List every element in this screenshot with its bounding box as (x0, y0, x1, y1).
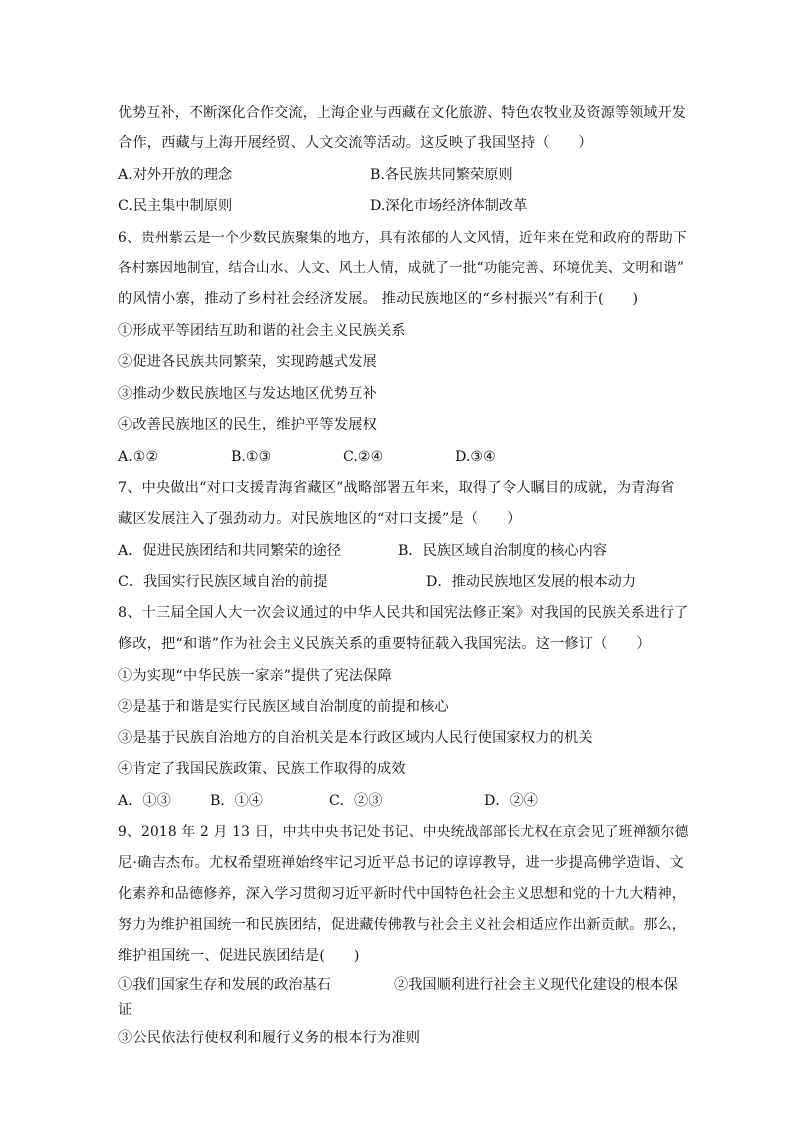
q6-stem-line-3: 的风情小寨，推动了乡村社会经济发展。 推动民族地区的“乡村振兴”有利于( ) (118, 291, 639, 307)
q8-stem-line-2: 修改，把“和谐”作为社会主义民族关系的重要特征载入我国宪法。这一修订（ ） (118, 636, 651, 652)
q6-item-1: ①形成平等团结互助和谐的社会主义民族关系 (118, 323, 406, 339)
q9-stem-line-4: 努力为维护祖国统一和民族团结，促进藏传佛教与社会主义社会相适应作出新贡献。那么， (118, 917, 686, 933)
q7-option-a: A．促进民族团结和共同繁荣的途径 (118, 543, 342, 559)
q6-stem-line-1: 6、贵州紫云是一个少数民族聚集的地方，具有浓郁的人文风情，近年来在党和政府的帮助下 (118, 230, 687, 246)
q8-stem-line-1: 8、十三届全国人大一次会议通过的中华人民共和国宪法修正案》对我国的民族关系进行了 (118, 605, 689, 621)
q9-stem-line-5: 维护祖国统一、促进民族团结是( ) (118, 948, 360, 964)
q9-stem-line-2: 尼·确吉杰布。尤权希望班禅始终牢记习近平总书记的谆谆教导，进一步提高佛学造诣、文 (118, 855, 684, 871)
q7-stem-line-2: 藏区发展注入了强劲动力。对民族地区的“对口支援”是（ ） (118, 511, 522, 527)
q9-stem-line-1: 9、2018 年 2 月 13 日，中共中央书记处书记、中央统战部部长尤权在京会见了班禅额尔德 (118, 824, 689, 840)
q6-option-b: B.①③ (231, 449, 272, 465)
q8-item-2: ②是基于和谐是实行民族区域自治制度的前提和核心 (118, 699, 449, 715)
q7-stem-line-1: 7、中央做出“对口支援青海省藏区”战略部署五年来，取得了令人瞩目的成就，为青海省 (118, 480, 675, 496)
q6-item-3: ③推动少数民族地区与发达地区优势互补 (118, 386, 377, 402)
q6-option-a: A.①② (118, 449, 159, 465)
q5-option-d: D.深化市场经济体制改革 (370, 198, 528, 214)
q9-item-1: ①我们国家生存和发展的政治基石 (118, 977, 331, 993)
q7-option-d: D．推动民族地区发展的根本动力 (426, 574, 637, 590)
q8-option-b: B．①④ (210, 793, 263, 809)
q5-option-b: B.各民族共同繁荣原则 (370, 167, 513, 183)
q8-option-d: D．②④ (484, 793, 538, 809)
q9-item-2-continuation: 证 (118, 1002, 133, 1018)
q5-option-a: A.对外开放的理念 (118, 167, 233, 183)
q6-option-d: D.③④ (455, 449, 496, 465)
q9-item-3: ③公民依法行使权利和履行义务的根本行为准则 (118, 1030, 421, 1046)
q8-option-c: C．②③ (329, 793, 383, 809)
q5-text-line-1: 优势互补，不断深化合作交流，上海企业与西藏在文化旅游、特色农牧业及资源等领域开发 (118, 105, 686, 121)
q9-stem-line-3: 化素养和品德修养，深入学习贯彻习近平新时代中国特色社会主义思想和党的十九大精神， (118, 886, 686, 902)
q5-option-c: C.民主集中制原则 (118, 198, 233, 214)
q8-item-1: ①为实现“中华民族一家亲”提供了宪法保障 (118, 668, 392, 684)
q6-item-2: ②促进各民族共同繁荣，实现跨越式发展 (118, 354, 377, 370)
q7-option-c: C．我国实行民族区域自治的前提 (118, 574, 328, 590)
q6-item-4: ④改善民族地区的民生，维护平等发展权 (118, 417, 377, 433)
q7-option-b: B．民族区域自治制度的核心内容 (398, 543, 608, 559)
q9-item-2: ②我国顺利进行社会主义现代化建设的根本保 (394, 977, 678, 993)
q8-item-3: ③是基于民族自治地方的自治机关是本行政区域内人民行使国家权力的机关 (118, 730, 593, 746)
q8-option-a: A．①③ (118, 793, 171, 809)
q8-item-4: ④肯定了我国民族政策、民族工作取得的成效 (118, 761, 406, 777)
q6-option-c: C.②④ (343, 449, 384, 465)
q5-text-line-2: 合作，西藏与上海开展经贸、人文交流等活动。这反映了我国坚持（ ） (118, 135, 593, 151)
q6-stem-line-2: 各村寨因地制宜，结合山水、人文、风土人情，成就了一批“功能完善、环境优美、文明和谐” (118, 260, 685, 276)
